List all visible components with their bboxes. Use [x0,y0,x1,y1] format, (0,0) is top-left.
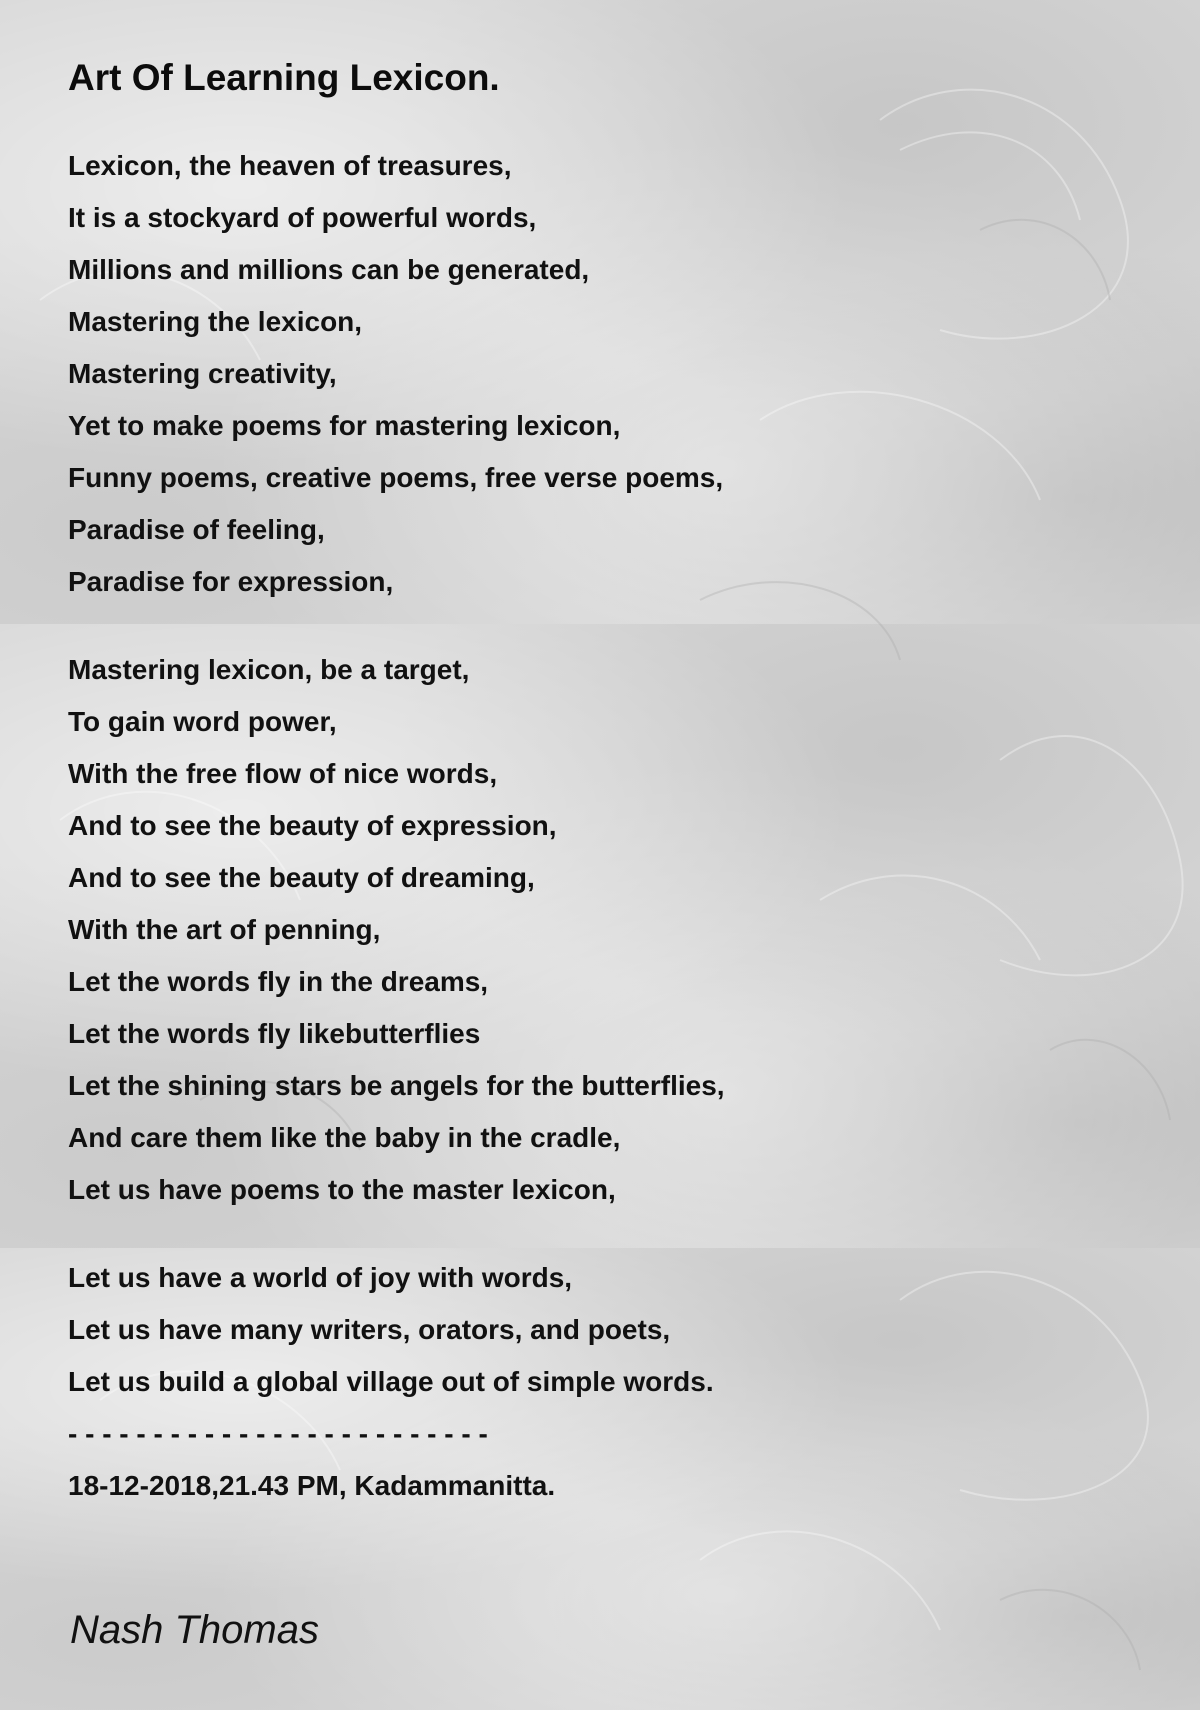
separator-dashes: - - - - - - - - - - - - - - - - - - - - - - - - - [68,1418,488,1449]
poem-line: Yet to make poems for mastering lexicon, [68,410,621,441]
poem-line: Mastering creativity, [68,358,337,389]
stanza-3 [68,1252,1148,1512]
poem-line: Millions and millions can be generated, [68,254,590,285]
poem-line: It is a stockyard of powerful words, [68,202,537,233]
poem-line: Mastering lexicon, be a target, [68,654,470,685]
poem-line: Let us have many writers, orators, and poets, [68,1314,671,1345]
poem-line: Let us build a global village out of simple words. [68,1366,714,1397]
poem-line: To gain word power, [68,706,337,737]
poem-line: Paradise for expression, [68,566,394,597]
poem-line: Let us have a world of joy with words, [68,1262,573,1293]
poem-author: Nash Thomas [70,1608,319,1652]
poem-line: And to see the beauty of dreaming, [68,862,535,893]
poem-line: And care them like the baby in the cradle, [68,1122,621,1153]
poem-line: Let the shining stars be angels for the butterflies, [68,1070,725,1101]
poem-line: Mastering the lexicon, [68,306,363,337]
poem-date-place: 18-12-2018,21.43 PM, Kadammanitta. [68,1470,556,1501]
poem-content [68,52,1148,1512]
stanza-1 [68,140,1148,608]
poem-line: Paradise of feeling, [68,514,325,545]
poem-line: And to see the beauty of expression, [68,810,557,841]
poem-title: Art Of Learning Lexicon. [68,57,500,98]
poem-line: Let the words fly likebutterflies [68,1018,481,1049]
poem-line: Lexicon, the heaven of treasures, [68,150,512,181]
poem-line: Funny poems, creative poems, free verse poems, [68,462,724,493]
poem-line: Let us have poems to the master lexicon, [68,1174,616,1205]
poem-line: With the art of penning, [68,914,381,945]
poem-line: With the free flow of nice words, [68,758,498,789]
poem-line: Let the words fly in the dreams, [68,966,489,997]
stanza-2 [68,644,1148,1216]
